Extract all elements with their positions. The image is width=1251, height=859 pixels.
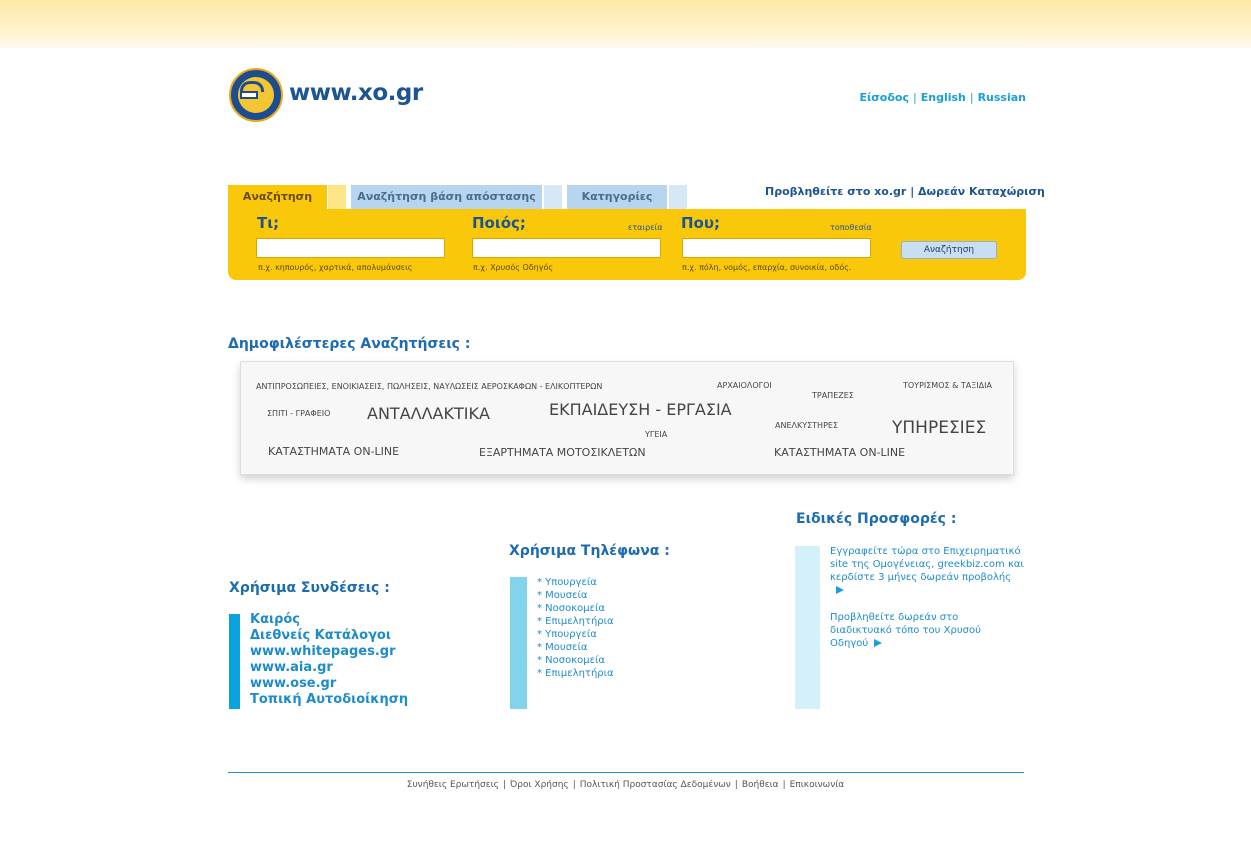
link-whitepages[interactable]: www.whitepages.gr <box>250 644 396 659</box>
what-input[interactable] <box>256 238 445 258</box>
search-panel <box>228 209 1026 280</box>
tag-item[interactable]: ΤΟΥΡΙΣΜΟΣ & ΤΑΞΙΔΙΑ <box>903 381 992 390</box>
tag-item[interactable]: ΕΚΠΑΙΔΕΥΣΗ - ΕΡΓΑΣΙΑ <box>549 400 732 419</box>
contact-link[interactable]: Επικοινωνία <box>789 780 845 790</box>
who-label: Ποιός; <box>472 214 526 232</box>
help-link[interactable]: Βοήθεια <box>741 780 779 790</box>
useful-links-title: Χρήσιμα Συνδέσεις : <box>229 580 390 596</box>
tag-item[interactable]: ΣΠΙΤΙ - ΓΡΑΦΕΙΟ <box>267 409 331 418</box>
popular-searches-title: Δημοφιλέστερες Αναζητήσεις : <box>228 336 471 352</box>
who-sublabel: εταιρεία <box>628 223 663 232</box>
top-links: Είσοδος | English | Russian <box>859 91 1026 104</box>
what-hint: π.χ. κηπουρός, χαρτικά, απολυμάνσεις <box>258 263 413 272</box>
tag-item[interactable]: ΕΞΑΡΤΗΜΑΤΑ ΜΟΤΟΣΙΚΛΕΤΩΝ <box>479 446 646 459</box>
tab-categories[interactable]: Κατηγορίες <box>567 185 667 209</box>
search-button[interactable]: Αναζήτηση <box>901 241 997 259</box>
phone-item[interactable]: * Υπουργεία <box>537 577 597 588</box>
tag-cloud <box>240 361 1014 475</box>
arrow-right-icon <box>874 639 882 647</box>
tag-item[interactable]: ΥΠΗΡΕΣΙΕΣ <box>892 418 987 438</box>
useful-phones-title: Χρήσιμα Τηλέφωνα : <box>509 543 670 559</box>
where-label: Που; <box>681 214 720 232</box>
what-label: Τι; <box>257 214 280 232</box>
logo-icon[interactable] <box>229 68 283 122</box>
login-link[interactable]: Είσοδος <box>859 91 909 104</box>
phone-item[interactable]: * Επιμελητήρια <box>537 668 614 679</box>
book-icon <box>240 91 258 99</box>
who-hint: π.χ. Χρυσός Οδηγός <box>473 263 554 272</box>
where-input[interactable] <box>682 238 871 258</box>
phone-item[interactable]: * Νοσοκομεία <box>537 603 605 614</box>
privacy-link[interactable]: Πολιτική Προστασίας Δεδομένων <box>579 780 731 790</box>
where-sublabel: τοποθεσία <box>830 223 872 232</box>
advertise-link[interactable]: Προβληθείτε στο xo.gr <box>765 185 907 198</box>
faq-link[interactable]: Συνήθεις Ερωτήσεις <box>406 780 499 790</box>
russian-link[interactable]: Russian <box>977 91 1026 104</box>
tag-item[interactable]: ΤΡΑΠΕΖΕΣ <box>812 391 854 400</box>
phone-item[interactable]: * Μουσεία <box>537 590 588 601</box>
footer-links: Συνήθεις Ερωτήσεις | Όροι Χρήσης | Πολιτική Προστασίας Δεδομένων | Βοήθεια | Επικοινωνία <box>406 780 845 790</box>
useful-phones-bar <box>510 577 527 709</box>
special-offers-title: Ειδικές Προσφορές : <box>796 511 957 527</box>
tab-distance-search[interactable]: Αναζήτηση βάση απόστασης <box>351 185 542 209</box>
arrow-right-icon <box>836 586 844 594</box>
link-ose[interactable]: www.ose.gr <box>250 676 337 691</box>
where-hint: π.χ. πόλη, νομός, επαρχία, συνοικία, οδός. <box>682 263 852 272</box>
link-local-government[interactable]: Τοπική Αυτοδιοίκηση <box>250 692 409 707</box>
phone-item[interactable]: * Μουσεία <box>537 642 588 653</box>
english-link[interactable]: English <box>920 91 966 104</box>
tag-item[interactable]: ΑΝΤΑΛΛΑΚΤΙΚΑ <box>367 404 490 423</box>
who-input[interactable] <box>472 238 661 258</box>
terms-link[interactable]: Όροι Χρήσης <box>509 780 569 790</box>
useful-phones-list <box>537 576 614 680</box>
phone-item[interactable]: * Νοσοκομεία <box>537 655 605 666</box>
tag-item[interactable]: ΚΑΤΑΣΤΗΜΑΤΑ ON-LINE <box>268 445 400 458</box>
tag-item[interactable]: ΥΓΕΙΑ <box>645 430 668 439</box>
tag-item[interactable]: ΑΝΕΛΚΥΣΤΗΡΕΣ <box>775 421 839 430</box>
tab-search[interactable]: Αναζήτηση <box>228 185 327 209</box>
footer-divider <box>228 772 1024 773</box>
special-offers-bar <box>795 546 820 709</box>
logo-text[interactable]: www.xo.gr <box>289 80 423 106</box>
tag-item[interactable]: ΑΝΤΙΠΡΟΣΩΠΕΙΕΣ, ΕΝΟΙΚΙΑΣΕΙΣ, ΠΩΛΗΣΕΙΣ, ΝΑΥΛΩΣΕΙΣ ΑΕΡΟΣΚΑΦΩΝ - ΕΛΙΚΟΠΤΕΡΩΝ <box>256 382 603 391</box>
link-aia[interactable]: www.aia.gr <box>250 660 333 675</box>
useful-links-list <box>250 612 408 708</box>
phone-item[interactable]: * Υπουργεία <box>537 629 597 640</box>
free-listing-link[interactable]: Δωρεάν Καταχώριση <box>918 185 1045 198</box>
tag-item[interactable]: ΚΑΤΑΣΤΗΜΑΤΑ ON-LINE <box>774 446 906 459</box>
link-weather[interactable]: Καιρός <box>250 612 301 627</box>
link-international-directories[interactable]: Διεθνείς Κατάλογοι <box>250 628 391 643</box>
tag-item[interactable]: ΑΡΧΑΙΟΛΟΓΟΙ <box>717 381 772 390</box>
phone-item[interactable]: * Επιμελητήρια <box>537 616 614 627</box>
offer-greekbiz[interactable]: Εγγραφείτε τώρα στο Επιχειρηματικό site της Ομογένειας, greekbiz.com και κερδίστε 3 μήνες δωρεάν προβολής <box>830 545 1025 597</box>
offer-free-promotion[interactable]: Προβληθείτε δωρεάν στο διαδικτυακό τόπο του Χρυσού Οδηγού <box>830 612 981 649</box>
promo-links: Προβληθείτε στο xo.gr | Δωρεάν Καταχώριση <box>765 185 1045 198</box>
useful-links-bar <box>229 614 240 709</box>
top-gradient-band <box>0 0 1251 48</box>
